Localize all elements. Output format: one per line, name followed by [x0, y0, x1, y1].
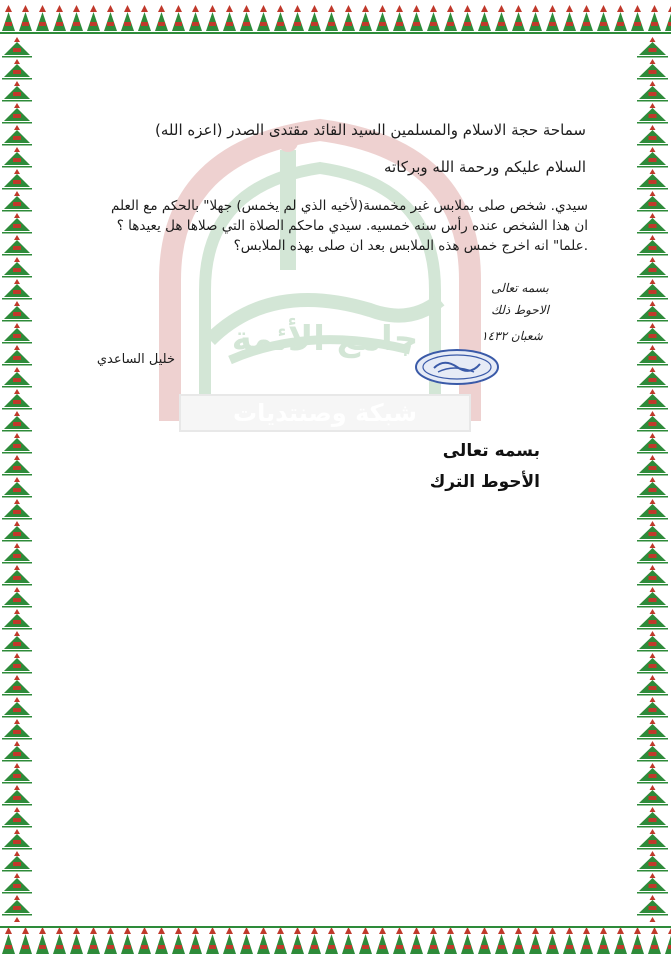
border-bottom: [0, 922, 671, 960]
greeting: السلام عليكم ورحمة الله وبركاته: [384, 158, 586, 176]
handwritten-line-2: الاحوط ذلك: [491, 303, 549, 317]
border-right: [634, 36, 671, 922]
watermark-banner-text: شبكة وصنتديات: [233, 399, 417, 427]
salutation: سماحة حجة الاسلام والمسلمين السيد القائد مقتدى الصدر (اعزه الله): [155, 121, 586, 139]
reply-heading: بسمه تعالى: [442, 441, 540, 461]
question-text: سيدي. شخص صلى بملابس غير مخمسة(لأخيه الذي لم يخمس) جهلا" بالحكم مع العلم ان هذا الشخص عنده رأس سنه خمسيه. سيدي ماحكم الصلاة التي صلاها هل يعيدها ؟ .علما" انه اخرج خمس هذه الملابس بعد ان صلى بهذه الملابس؟: [111, 198, 588, 254]
handwritten-line-3: شعبان ١٤٣٢: [481, 329, 543, 343]
border-top: [0, 0, 671, 36]
reply-answer: الأحوط الترك: [429, 472, 540, 492]
border-left: [0, 36, 34, 922]
office-seal: [414, 348, 500, 386]
handwritten-answer: [450, 278, 580, 348]
sender-name: خليل الساعدي: [96, 352, 175, 367]
watermark-logo-text: جامع الأئمة: [231, 319, 419, 359]
handwritten-line-1: بسمه تعالى: [491, 281, 549, 295]
